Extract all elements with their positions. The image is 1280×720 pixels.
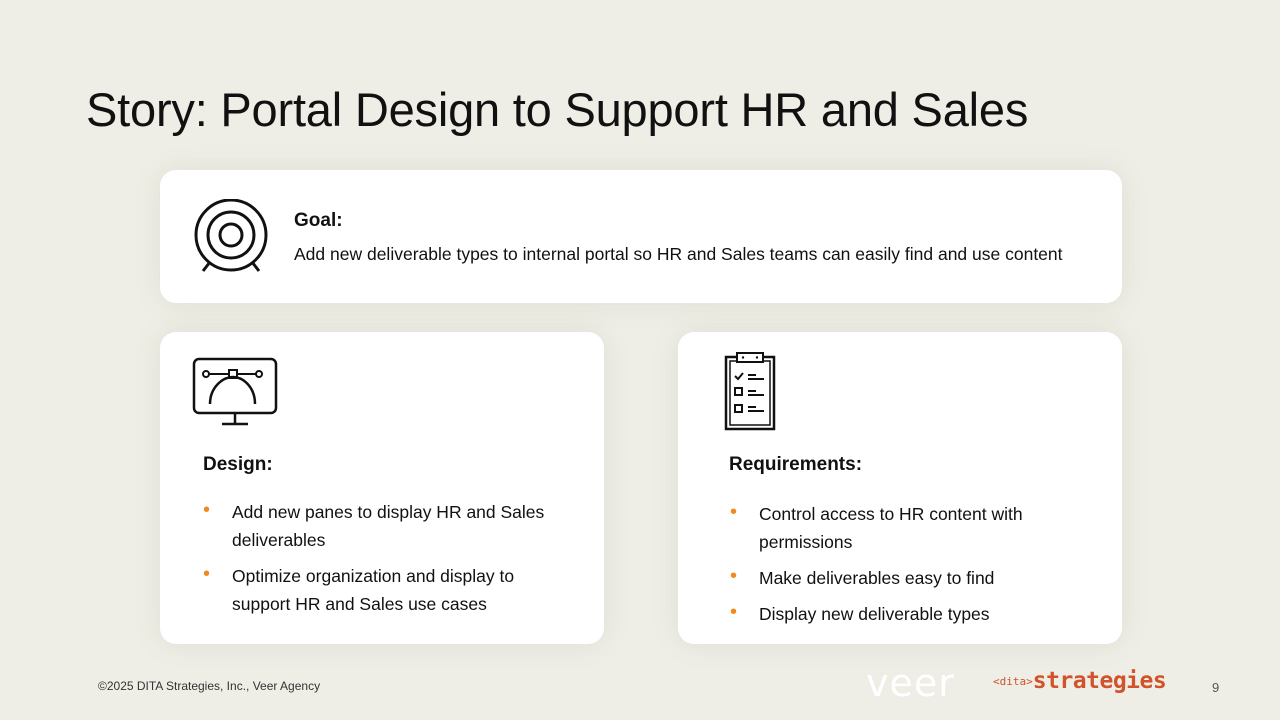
requirements-bullet-list	[730, 500, 1090, 636]
dita-tag: <dita>	[993, 675, 1033, 688]
slide-title: Story: Portal Design to Support HR and Sales	[86, 83, 1029, 136]
list-item: • Display new deliverable types	[730, 600, 1090, 628]
veer-logo: veer	[866, 661, 955, 705]
bullet-dot: •	[730, 565, 738, 587]
list-item: • Add new panes to display HR and Sales deliverables	[203, 498, 563, 554]
bullet-dot: •	[730, 601, 738, 623]
page-number: 9	[1212, 680, 1220, 695]
bullet-dot: •	[203, 499, 211, 521]
dita-strategies-logo	[993, 668, 1166, 694]
target-icon	[194, 199, 270, 275]
design-bullet-list	[203, 498, 563, 626]
bullet-dot: •	[730, 501, 738, 523]
list-item: • Optimize organization and display to support HR and Sales use cases	[203, 562, 563, 618]
clipboard-checklist-icon	[724, 352, 776, 432]
goal-text: Add new deliverable types to internal portal so HR and Sales teams can easily find and use content	[294, 244, 1063, 264]
goal-card	[160, 170, 1122, 303]
dita-word: strategies	[1032, 668, 1167, 694]
list-item: • Make deliverables easy to find	[730, 564, 1090, 592]
requirements-heading: Requirements:	[729, 454, 863, 475]
bullet-dot: •	[203, 563, 211, 585]
requirements-card	[678, 332, 1122, 644]
design-card	[160, 332, 604, 644]
design-heading: Design:	[203, 454, 273, 475]
monitor-bezier-icon	[192, 357, 278, 427]
footer-copyright: ©2025 DITA Strategies, Inc., Veer Agency	[98, 679, 321, 693]
goal-heading: Goal:	[294, 210, 343, 231]
list-item: • Control access to HR content with permissions	[730, 500, 1090, 556]
